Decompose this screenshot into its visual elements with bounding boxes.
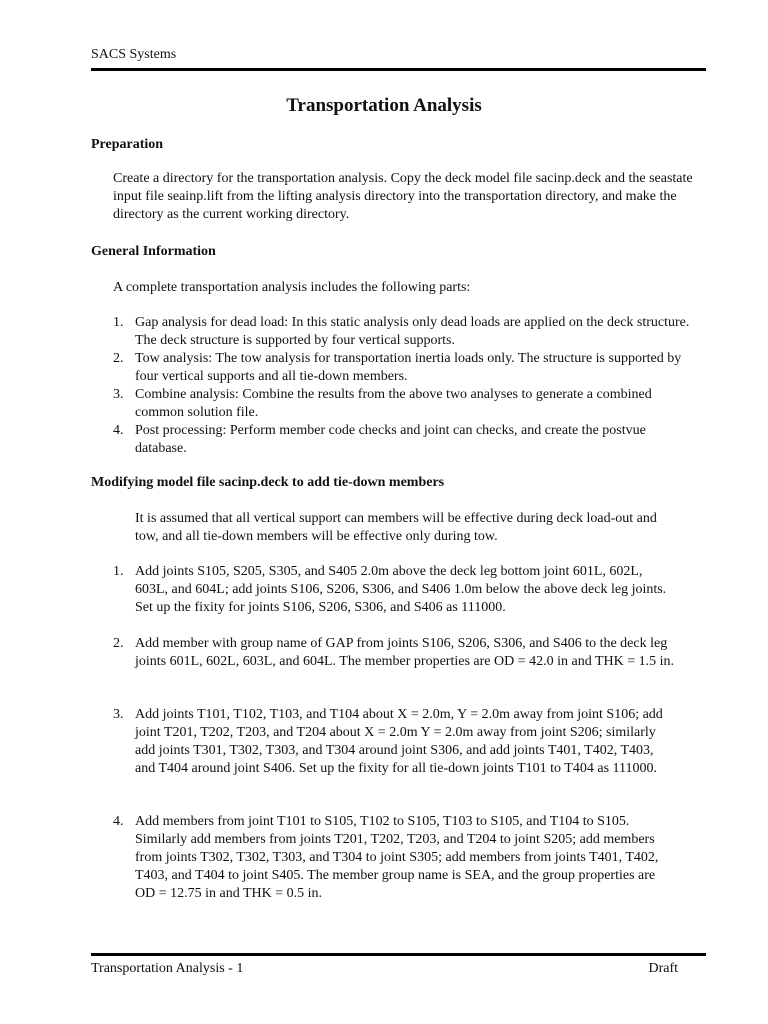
list-item (113, 314, 695, 350)
list-item-number: 2. (113, 636, 124, 651)
list-item-number: 3. (113, 387, 124, 402)
list-item-number: 2. (113, 351, 124, 366)
general-intro: A complete transportation analysis includes the following parts: (113, 280, 471, 295)
footer-page-label: Transportation Analysis - 1 (91, 961, 244, 976)
list-item-text: Post processing: Perform member code checks and joint can checks, and create the postvue database. (135, 423, 646, 456)
preparation-paragraph: Create a directory for the transportation analysis. Copy the deck model file sacinp.deck and the seastate input file seainp.lift from the lifting analysis directory into the transportation directory, and make the directory as the current working directory. (113, 171, 693, 222)
list-item-text: Add member with group name of GAP from joints S106, S206, S306, and S406 to the deck leg joints 601L, 602L, 603L, and 604L. The member properties are OD = 42.0 in and THK = 1.5 in. (135, 636, 675, 669)
general-list (113, 314, 695, 458)
list-item (113, 635, 675, 706)
list-item-text: Add members from joint T101 to S105, T102 to S105, T103 to S105, and T104 to S105. Similarly add members from joints T201, T202, T203, and T204 to joint S205; add members from joints T302, T302, T303, and T304 to joint S305; add members from joints T401, T402, T403, and T404 to joint S405. The member group name is SEA, and the group properties are OD = 12.75 in and THK = 0.5 in. (135, 814, 659, 901)
modifying-list (113, 563, 675, 903)
section-heading-modifying: Modifying model file sacinp.deck to add tie-down members (91, 475, 445, 490)
section-heading-general: General Information (91, 244, 216, 259)
footer-rule (91, 953, 706, 956)
list-item-text: Combine analysis: Combine the results from the above two analyses to generate a combined common solution file. (135, 387, 652, 420)
list-item-number: 1. (113, 315, 124, 330)
list-item (113, 422, 695, 458)
list-item (113, 350, 695, 386)
list-item-text: Tow analysis: The tow analysis for transportation inertia loads only. The structure is supported by four vertical supports and all tie-down members. (135, 351, 682, 384)
page-title: Transportation Analysis (286, 95, 482, 116)
list-item-number: 4. (113, 814, 124, 829)
list-item-number: 4. (113, 423, 124, 438)
list-item (113, 386, 695, 422)
list-item (113, 563, 675, 635)
list-item-text: Add joints S105, S205, S305, and S405 2.0m above the deck leg bottom joint 601L, 602L, 603L, and 604L; add joints S106, S206, S306, and S406 1.0m below the above deck leg joints. Set up the fixity for joints S106, S206, S306, and S406 as 111000. (135, 564, 667, 615)
list-item-text: Gap analysis for dead load: In this static analysis only dead loads are applied on the deck structure. The deck structure is supported by four vertical supports. (135, 315, 690, 348)
list-item (113, 706, 675, 813)
list-item-number: 1. (113, 564, 124, 579)
list-item-text: Add joints T101, T102, T103, and T104 about X = 2.0m, Y = 2.0m away from joint S106; add joint T201, T202, T203, and T204 about X = 2.0m Y = 2.0m away from joint S206; similarly add joints T301, T302, T303, and T304 around joint S306, and add joints T401, T402, T403, and T404 around joint S406. Set up the fixity for all tie-down joints T101 to T404 as 111000. (135, 707, 663, 776)
header-rule (91, 68, 706, 71)
section-heading-preparation: Preparation (91, 137, 164, 152)
modifying-intro: It is assumed that all vertical support can members will be effective during deck load-out and tow, and all tie-down members will be effective only during tow. (135, 511, 657, 544)
list-item (113, 813, 675, 903)
page-header: SACS Systems (91, 47, 177, 62)
list-item-number: 3. (113, 707, 124, 722)
footer-status: Draft (648, 961, 678, 976)
